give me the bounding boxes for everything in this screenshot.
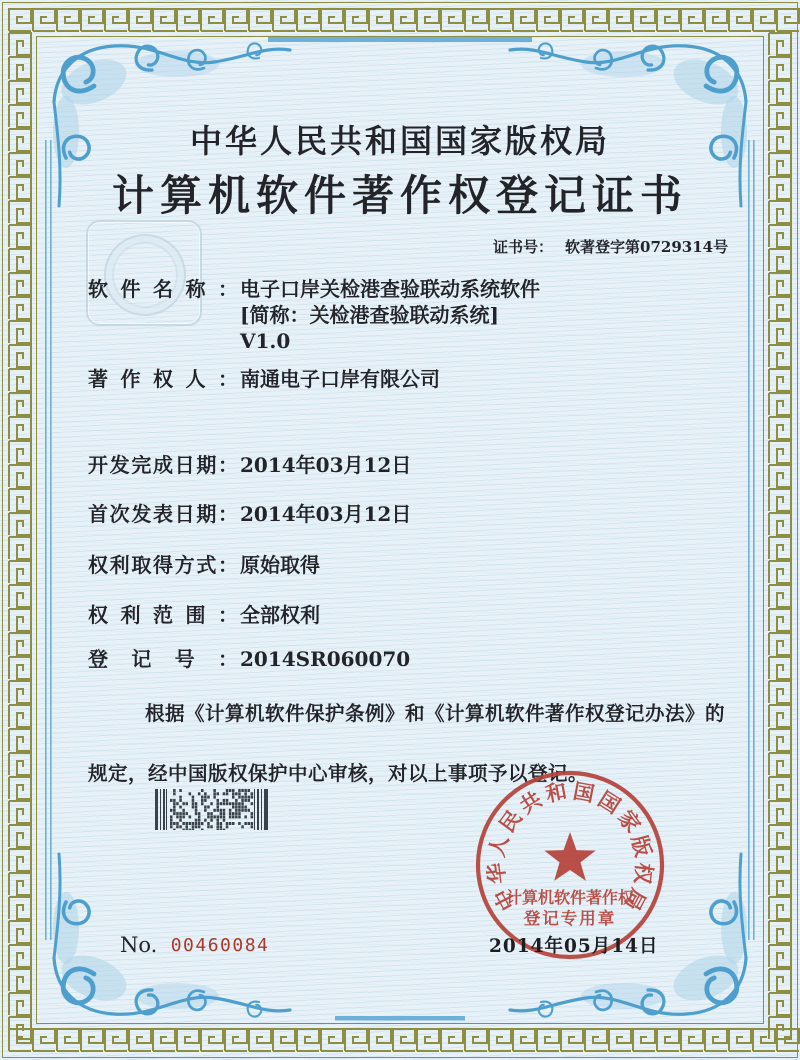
field-value: 原始取得 xyxy=(240,553,320,577)
inner-blue-line-left2 xyxy=(50,140,52,940)
inner-blue-line-right2 xyxy=(748,140,750,940)
svg-text:国: 国 xyxy=(571,778,597,807)
svg-text:中: 中 xyxy=(488,884,521,915)
software-version-line: V1.0 xyxy=(240,329,291,353)
field-label: 开发完成日期： xyxy=(88,453,238,477)
field-row-dev-date xyxy=(88,452,411,478)
svg-text:局: 局 xyxy=(619,884,652,915)
svg-text:共: 共 xyxy=(515,786,547,819)
seal-star-icon xyxy=(544,832,595,881)
svg-text:和: 和 xyxy=(543,778,569,807)
svg-text:家: 家 xyxy=(613,805,646,837)
field-row-owner xyxy=(88,366,440,392)
cert-number-value: 软著登字第0729314号 xyxy=(565,238,729,256)
field-value xyxy=(240,276,540,354)
field-row-scope xyxy=(88,602,320,628)
cert-number-label: 证书号： xyxy=(493,238,554,256)
statement-line-2: 规定，经中国版权保护中心审核，对以上事项予以登记。 xyxy=(88,762,589,785)
seal-line-1: 计算机软件著作权 xyxy=(505,888,635,907)
field-row-software-name xyxy=(88,276,540,354)
authority-title: 中华人民共和国国家版权局 xyxy=(189,122,610,160)
bottom-ornament-bar xyxy=(335,1016,465,1021)
field-label: 软件名称： xyxy=(88,277,238,301)
cert-number-line xyxy=(493,236,728,257)
field-value: 2014年03月12日 xyxy=(240,502,412,526)
field-value: 2014SR060070 xyxy=(240,647,411,671)
serial-no-value: 00460084 xyxy=(170,935,270,956)
inner-blue-line-left xyxy=(45,140,47,940)
field-row-pub-date xyxy=(88,501,411,527)
barcode xyxy=(155,789,268,830)
svg-text:华: 华 xyxy=(482,861,511,886)
statement-line-1: 根据《计算机软件保护条例》和《计算机软件著作权登记办法》的 xyxy=(145,702,726,725)
svg-text:权: 权 xyxy=(629,861,658,886)
field-label: 权利取得方式： xyxy=(88,553,238,577)
field-label: 登记号： xyxy=(88,647,238,671)
certificate-title: 计算机软件著作权登记证书 xyxy=(111,171,688,220)
field-row-reg-no xyxy=(88,646,410,672)
inner-blue-line-right xyxy=(753,140,755,940)
svg-text:国: 国 xyxy=(593,786,625,819)
top-ornament-bar xyxy=(268,37,532,42)
field-value: 南通电子口岸有限公司 xyxy=(240,367,440,391)
serial-no-label: No. xyxy=(120,933,158,957)
serial-number-line xyxy=(120,933,269,957)
field-value: 2014年03月12日 xyxy=(240,453,412,477)
seal-date: 2014年05月14日 xyxy=(489,936,659,957)
svg-text:人: 人 xyxy=(483,832,514,860)
field-row-acquisition xyxy=(88,552,320,578)
field-label: 著作权人： xyxy=(88,367,238,391)
field-label: 首次发表日期： xyxy=(88,502,238,526)
svg-text:版: 版 xyxy=(626,832,657,860)
software-shortname-line: [简称：关检港查验联动系统] xyxy=(240,303,499,327)
svg-text:民: 民 xyxy=(494,805,527,837)
software-name-line: 电子口岸关检港查验联动系统软件 xyxy=(240,277,540,301)
seal-line-2: 登记专用章 xyxy=(523,909,617,928)
field-value: 全部权利 xyxy=(240,603,320,627)
field-label: 权利范围： xyxy=(88,603,238,627)
